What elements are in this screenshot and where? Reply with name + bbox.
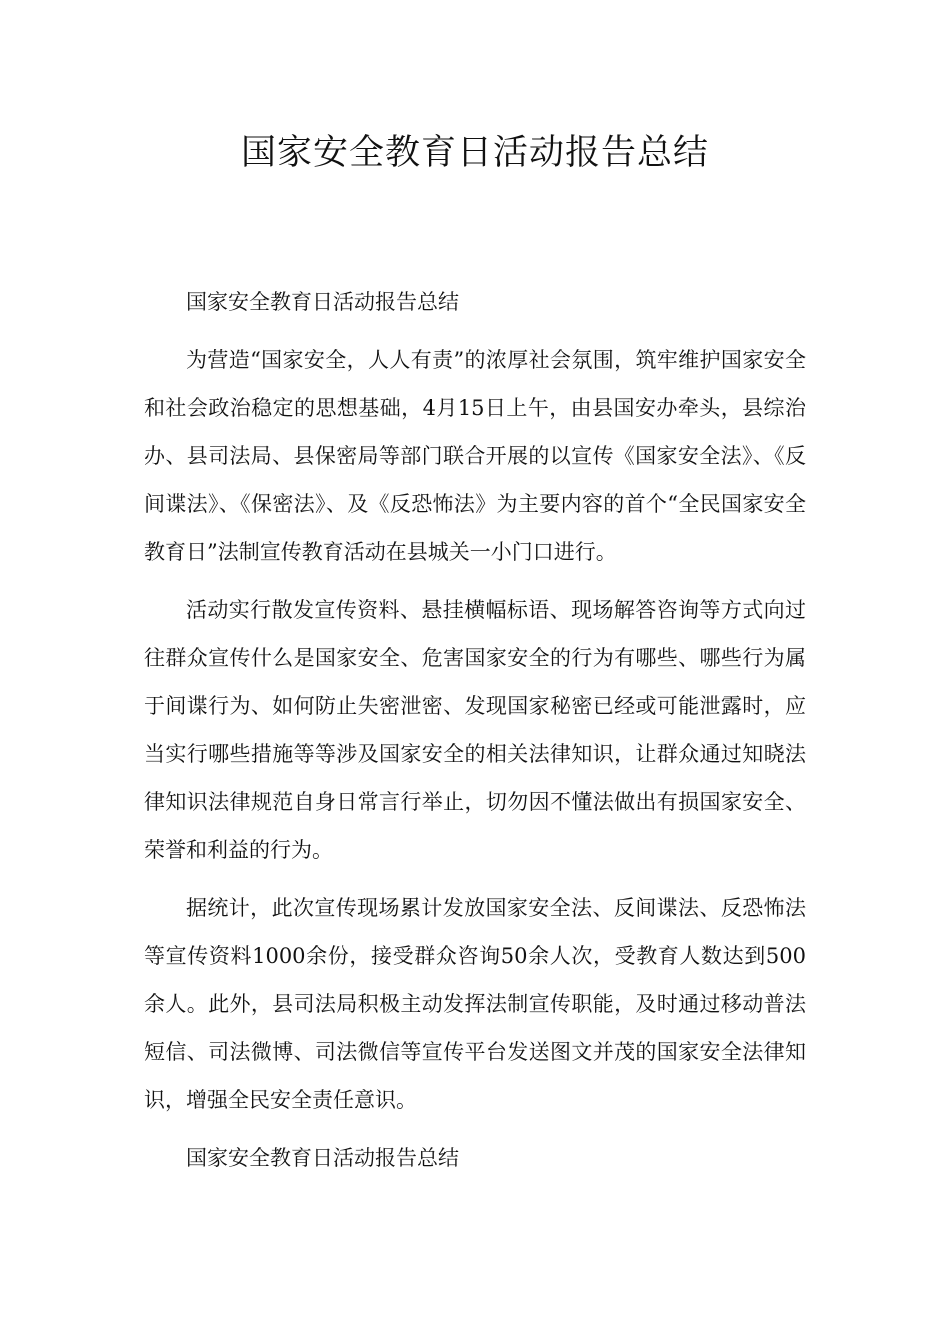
paragraph-activity-methods: 活动实行散发宣传资料、悬挂横幅标语、现场解答咨询等方式向过往群众宣传什么是国家安全、危害国家安全的行为有哪些、哪些行为属于间谍行为、如何防止失密泄密、发现国家秘密已经或可能泄露时，应当实行哪些措施等等涉及国家安全的相关法律知识，让群众通过知晓法律知识法律规范自身日常言行举止，切勿因不懂法做出有损国家安全、荣誉和利益的行为。 bbox=[144, 598, 806, 862]
paragraph-repeat-heading: 国家安全教育日活动报告总结 bbox=[186, 1146, 459, 1170]
paragraph-subtitle: 国家安全教育日活动报告总结 bbox=[186, 290, 459, 314]
document-title: 国家安全教育日活动报告总结 bbox=[240, 133, 709, 173]
paragraph-event-intro: 为营造“国家安全，人人有责”的浓厚社会氛围，筑牢维护国家安全和社会政治稳定的思想基础，4月15日上午，由县国安办牵头，县综治办、县司法局、县保密局等部门联合开展的以宣传《国家安全法》、《反间谍法》、《保密法》、及《反恐怖法》为主要内容的首个“全民国家安全教育日”法制宣传教育活动在县城关一小门口进行。 bbox=[144, 348, 806, 564]
paragraph-statistics: 据统计，此次宣传现场累计发放国家安全法、反间谍法、反恐怖法等宣传资料1000余份，接受群众咨询50余人次，受教育人数达到500余人。此外，县司法局积极主动发挥法制宣传职能，及时通过移动普法短信、司法微博、司法微信等宣传平台发送图文并茂的国家安全法律知识，增强全民安全责任意识。 bbox=[144, 896, 806, 1112]
document-body bbox=[144, 278, 806, 1192]
